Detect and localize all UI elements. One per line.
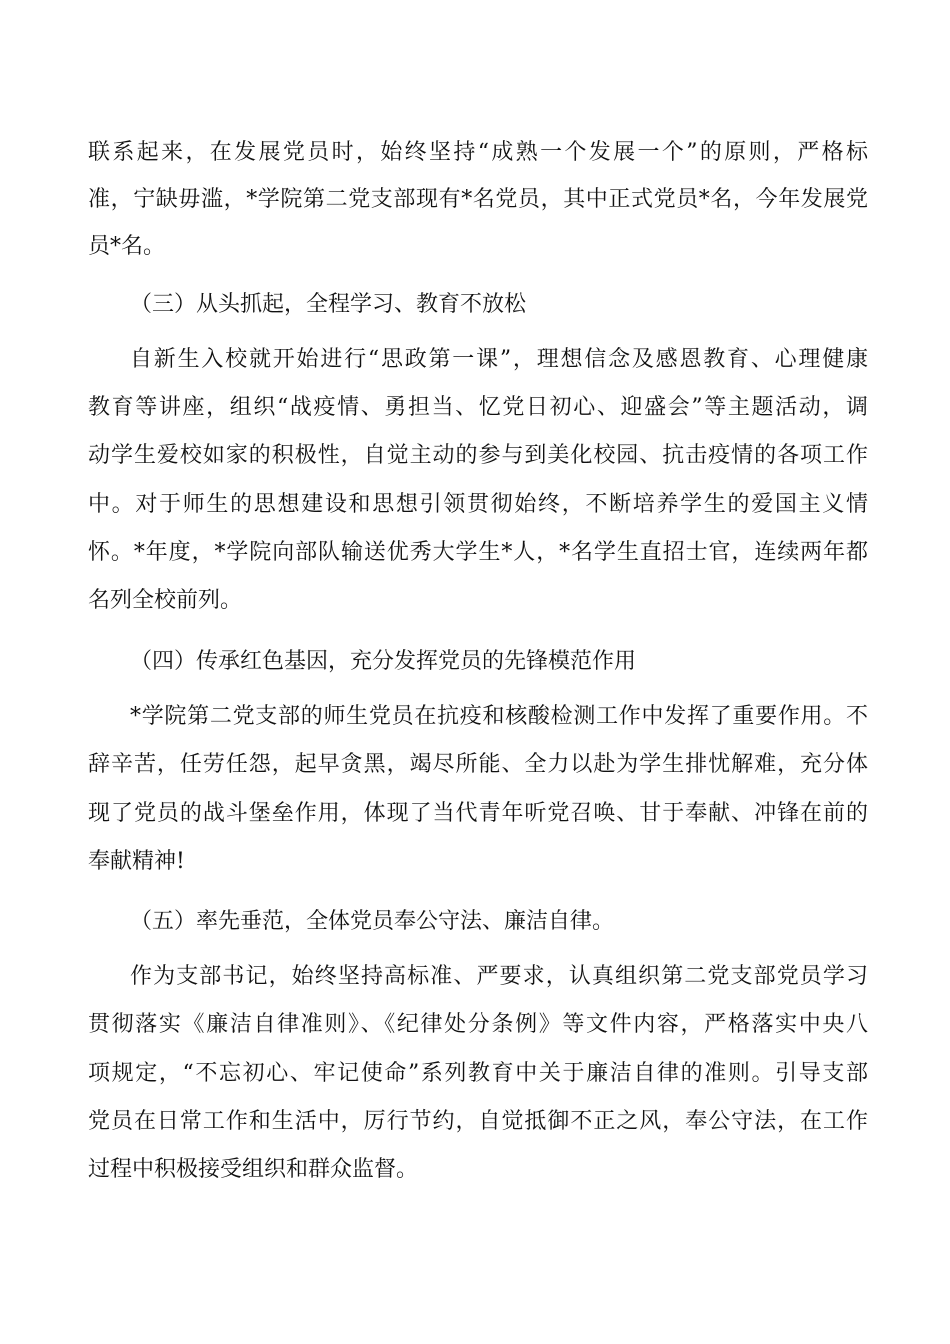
section-heading: （三）从头抓起，全程学习、教育不放松 xyxy=(130,292,527,317)
paragraph-line: 教育等讲座，组织“战疫情、勇担当、忆党日初心、迎盛会”等主题活动，调 xyxy=(88,395,868,420)
paragraph-line: 动学生爱校如家的积极性，自觉主动的参与到美化校园、抗击疫情的各项工作 xyxy=(88,443,868,468)
paragraph-line: 自新生入校就开始进行“思政第一课”，理想信念及感恩教育、心理健康 xyxy=(130,347,868,372)
paragraph-line: 辞辛苦，任劳任怨，起早贪黑，竭尽所能、全力以赴为学生排忧解难，充分体 xyxy=(88,752,868,777)
paragraph-line: 联系起来，在发展党员时，始终坚持“成熟一个发展一个”的原则，严格标 xyxy=(88,140,868,165)
paragraph-line: 中。对于师生的思想建设和思想引领贯彻始终，不断培养学生的爱国主义情 xyxy=(88,492,868,517)
paragraph-line: 怀。*年度，*学院向部队输送优秀大学生*人，*名学生直招士官，连续两年都 xyxy=(88,540,868,565)
paragraph-line: 项规定，“不忘初心、牢记使命”系列教育中关于廉洁自律的准则。引导支部 xyxy=(88,1061,868,1086)
paragraph-line: 现了党员的战斗堡垒作用，体现了当代青年听党召唤、甘于奉献、冲锋在前的 xyxy=(88,801,868,826)
paragraph-line: 党员在日常工作和生活中，厉行节约，自觉抵御不正之风，奉公守法，在工作 xyxy=(88,1109,868,1134)
paragraph-line: 员*名。 xyxy=(88,234,166,259)
paragraph-line: 奉献精神! xyxy=(88,849,185,874)
paragraph-line: 作为支部书记，始终坚持高标准、严要求，认真组织第二党支部党员学习 xyxy=(130,964,868,989)
paragraph-line: 准，宁缺毋滥，*学院第二党支部现有*名党员，其中正式党员*名，今年发展党 xyxy=(88,187,868,212)
paragraph-line: 过程中积极接受组织和群众监督。 xyxy=(88,1157,419,1182)
section-heading: （五）率先垂范，全体党员奉公守法、廉洁自律。 xyxy=(130,909,615,934)
paragraph-line: *学院第二党支部的师生党员在抗疫和核酸检测工作中发挥了重要作用。不 xyxy=(130,704,868,729)
paragraph-line: 名列全校前列。 xyxy=(88,588,243,613)
section-heading: （四）传承红色基因，充分发挥党员的先锋模范作用 xyxy=(130,649,637,674)
paragraph-line: 贯彻落实《廉洁自律准则》、《纪律处分条例》等文件内容，严格落实中央八 xyxy=(88,1012,868,1037)
